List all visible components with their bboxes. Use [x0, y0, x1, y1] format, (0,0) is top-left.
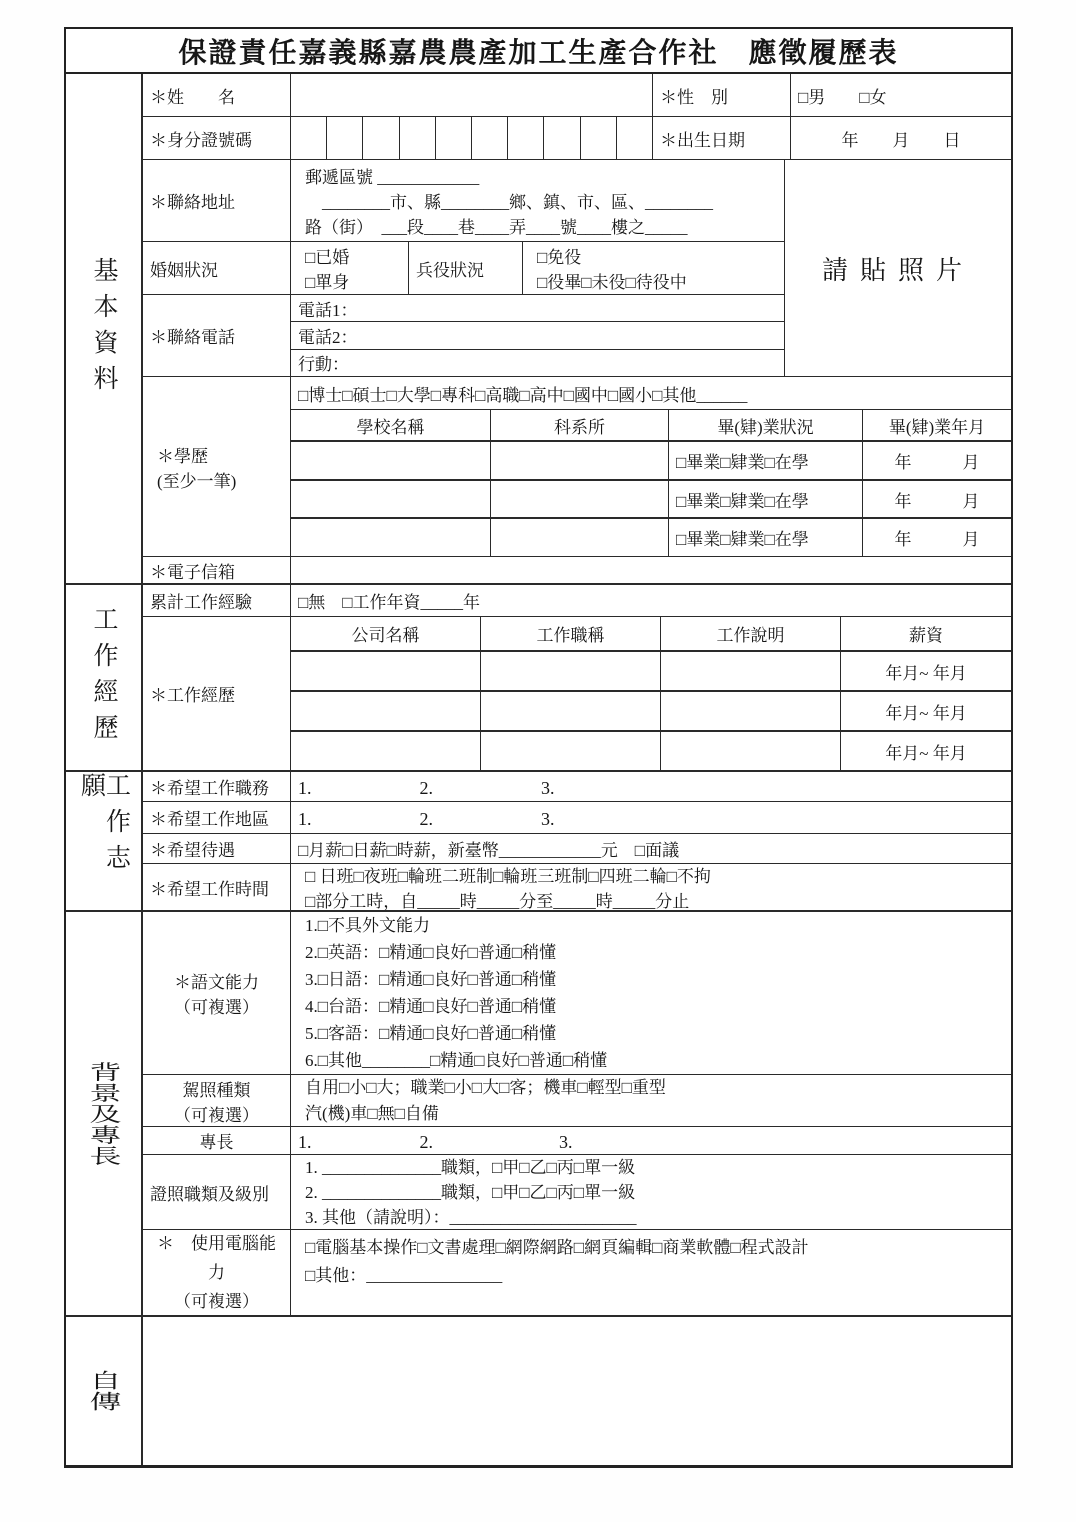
military-label: 兵役狀況 — [409, 242, 523, 294]
specialty-row — [143, 1127, 1011, 1155]
work-description-field — [661, 692, 841, 730]
license-label — [143, 1075, 291, 1126]
desired-time-options — [291, 864, 1011, 910]
language-label-line-2: （可複選） — [174, 998, 259, 1017]
address-label: ＊聯絡地址 — [143, 160, 291, 241]
education-header-school: 學校名稱 — [291, 410, 491, 440]
id-digit-box — [327, 117, 363, 159]
work-history-label: ＊工作經歷 — [143, 617, 291, 770]
marriage-options — [291, 242, 409, 294]
education-status-options: □畢業□肄業□在學 — [669, 519, 863, 556]
phone-field-2 — [291, 322, 784, 349]
name-label: ＊姓 名 — [143, 74, 291, 116]
birth-label: ＊出生日期 — [653, 117, 791, 159]
military-option-line-2: □役畢□未役□待役中 — [537, 273, 687, 292]
work-title-field — [481, 692, 661, 730]
certificate-row — [143, 1155, 1011, 1230]
section-preference-label: 工作志願 — [77, 772, 130, 880]
license-options — [291, 1075, 1011, 1126]
mobile-label: 行動： — [298, 355, 349, 375]
name-row — [143, 74, 1011, 117]
section-autobiography-label-cell — [66, 1317, 143, 1465]
computer-skill-options — [291, 1230, 1011, 1315]
section-background-label-cell — [66, 912, 143, 1315]
language-row — [143, 912, 1011, 1075]
computer-skill-row — [143, 1230, 1011, 1315]
education-header-date: 畢(肄)業年月 — [888, 417, 986, 437]
work-header-company: 公司名稱 — [291, 617, 481, 650]
education-header-status: 畢(肄)業狀況 — [669, 410, 863, 440]
military-option-line-1: □免役 — [537, 248, 582, 267]
education-department-field — [491, 519, 669, 556]
id-digit-box — [400, 117, 436, 159]
work-history-row — [143, 617, 1011, 770]
work-header-title: 工作職稱 — [481, 617, 661, 650]
computer-skill-line-2: □其他：________________ — [305, 1266, 503, 1285]
education-header-department: 科系所 — [491, 410, 669, 440]
language-option-taiwanese: 4.□台語：□精通□良好□普通□稍懂 — [305, 997, 557, 1016]
desired-salary-options: □月薪□日薪□時薪，新臺幣____________元 □面議 — [298, 841, 680, 860]
work-period-field: 年月~ 年月 — [885, 743, 967, 763]
phone-label: ＊聯絡電話 — [143, 295, 291, 376]
degree-options-row — [291, 377, 1011, 410]
phone-field-1 — [291, 295, 784, 322]
computer-skill-label — [143, 1230, 291, 1315]
id-digit-box — [508, 117, 544, 159]
section-basic-label-cell — [66, 74, 143, 583]
id-digit-box — [363, 117, 399, 159]
address-marriage-phone-block — [143, 160, 1011, 377]
specialty-field: 1. 2. 3. — [298, 1131, 573, 1152]
language-label-line-1: ＊語文能力 — [174, 973, 259, 992]
education-row — [143, 377, 1011, 557]
id-digit-box — [472, 117, 508, 159]
language-option-hakka: 5.□客語：□精通□良好□普通□稍懂 — [305, 1024, 557, 1043]
computer-skill-label-line-2: 力 — [208, 1263, 225, 1282]
section-preference — [66, 772, 1011, 912]
address-field — [291, 160, 784, 241]
desired-time-line-1: □ 日班□夜班□輪班二班制□輪班三班制□四班二輪□不拘 — [305, 867, 711, 886]
education-status-options: □畢業□肄業□在學 — [669, 442, 863, 479]
language-option-japanese: 3.□日語：□精通□良好□普通□稍懂 — [305, 970, 557, 989]
address-line-1: 郵遞區號 ____________ — [305, 168, 480, 187]
education-label-line-1: ＊學歷 — [157, 446, 208, 466]
desired-time-row — [143, 864, 1011, 910]
language-option-none: 1.□不具外文能力 — [305, 916, 431, 935]
license-line-2: 汽(機)車□無□自備 — [305, 1103, 439, 1123]
id-digit-box — [436, 117, 472, 159]
birth-value: 年 月 日 — [841, 130, 961, 150]
education-school-field — [291, 519, 491, 556]
desired-area-label: ＊希望工作地區 — [143, 802, 291, 833]
id-digit-boxes — [291, 117, 653, 159]
work-company-field — [291, 652, 481, 690]
work-title-field — [481, 652, 661, 690]
id-digit-box — [291, 117, 327, 159]
marriage-military-row — [143, 242, 784, 295]
work-period-field: 年月~ 年月 — [885, 663, 967, 683]
work-total-label: 累計工作經驗 — [143, 585, 291, 616]
section-work-label-cell — [66, 585, 143, 770]
marriage-option-single: □單身 — [305, 273, 350, 292]
section-autobiography — [66, 1317, 1011, 1465]
resume-form-table — [64, 27, 1013, 1468]
work-data-row — [291, 652, 1011, 692]
work-history-table — [291, 617, 1011, 770]
education-data-row — [291, 442, 1011, 481]
specialty-label: 專長 — [143, 1127, 291, 1154]
education-school-field — [291, 481, 491, 518]
work-company-field — [291, 732, 481, 770]
language-option-other: 6.□其他________□精通□良好□普通□稍懂 — [305, 1051, 608, 1070]
language-option-english: 2.□英語：□精通□良好□普通□稍懂 — [305, 943, 557, 962]
section-background-content — [143, 912, 1011, 1315]
education-label — [143, 377, 291, 556]
address-line-3: 路（街） ___段____巷____弄____號____樓之_____ — [305, 218, 688, 237]
language-label — [143, 912, 291, 1074]
section-preference-content — [143, 772, 1011, 910]
degree-options: □博士□碩士□大學□專科□高職□高中□國中□國小□其他______ — [298, 385, 748, 405]
email-field — [291, 557, 1011, 583]
education-date-field: 年 月 — [894, 452, 980, 472]
phone-field-mobile — [291, 350, 784, 376]
license-line-1: 自用□小□大；職業□小□大□客；機車□輕型□重型 — [305, 1077, 666, 1097]
work-total-options: □無 □工作年資_____年 — [298, 593, 481, 612]
desired-salary-row — [143, 834, 1011, 864]
work-title-field — [481, 732, 661, 770]
certificate-line-1: 1. ______________職類，□甲□乙□丙□單一級 — [305, 1157, 636, 1177]
certificate-line-2: 2. ______________職類，□甲□乙□丙□單一級 — [305, 1182, 636, 1202]
education-data-row — [291, 481, 1011, 520]
autobiography-field — [143, 1317, 1011, 1465]
phone-1-label: 電話1： — [298, 300, 358, 320]
education-status-options: □畢業□肄業□在學 — [669, 481, 863, 518]
work-total-row — [143, 585, 1011, 617]
phone-fields — [291, 295, 784, 376]
section-preference-label-cell — [66, 772, 143, 910]
id-row — [143, 117, 1011, 160]
computer-skill-line-1: □電腦基本操作□文書處理□網際網路□網頁編輯□商業軟體□程式設計 — [305, 1238, 809, 1257]
section-autobiography-label: 自傳 — [85, 1369, 122, 1413]
work-description-field — [661, 652, 841, 690]
education-data-row — [291, 519, 1011, 556]
computer-skill-label-line-1: ＊ 使用電腦能 — [157, 1234, 276, 1253]
desired-time-line-2: □部分工時，自_____時_____分至_____時_____分止 — [305, 892, 690, 910]
mid-left-block — [143, 160, 785, 376]
certificate-fields — [291, 1155, 1011, 1229]
photo-placeholder: 請貼照片 — [821, 255, 974, 285]
id-digit-box — [617, 117, 652, 159]
military-options — [523, 242, 784, 294]
education-table — [291, 377, 1011, 556]
work-header-description: 工作說明 — [661, 617, 841, 650]
address-line-2: ________市、縣________鄉、鎮、市、區、________ — [305, 193, 713, 212]
section-work-content — [143, 585, 1011, 770]
section-background-label: 背景及專長 — [85, 1060, 122, 1167]
certificate-label: 證照職類及級別 — [143, 1155, 291, 1229]
education-label-line-2: (至少一筆) — [157, 471, 237, 491]
name-field — [291, 74, 653, 116]
id-label: ＊身分證號碼 — [143, 117, 291, 159]
education-date-field: 年 月 — [894, 530, 980, 550]
desired-area-row — [143, 802, 1011, 834]
language-options — [291, 912, 1011, 1074]
address-row — [143, 160, 784, 242]
section-background — [66, 912, 1011, 1317]
email-label: ＊電子信箱 — [143, 557, 291, 583]
work-header-row — [291, 617, 1011, 652]
id-digit-box — [581, 117, 617, 159]
certificate-line-3: 3. 其他（請說明）：______________________ — [305, 1207, 637, 1227]
phone-row — [143, 295, 784, 376]
gender-options: □男 □女 — [798, 87, 887, 107]
education-department-field — [491, 442, 669, 479]
work-data-row — [291, 692, 1011, 732]
license-row — [143, 1075, 1011, 1127]
form-title: 保證責任嘉義縣嘉農農產加工生產合作社 應徵履歷表 — [66, 29, 1011, 74]
desired-job-label: ＊希望工作職務 — [143, 772, 291, 801]
section-basic-content — [143, 74, 1011, 583]
desired-salary-label: ＊希望待遇 — [143, 834, 291, 863]
desired-time-label: ＊希望工作時間 — [143, 864, 291, 910]
section-work-label: 工作經歷 — [90, 605, 117, 750]
marriage-label: 婚姻狀況 — [143, 242, 291, 294]
education-date-field: 年 月 — [894, 491, 980, 511]
work-period-field: 年月~ 年月 — [885, 703, 967, 723]
education-school-field — [291, 442, 491, 479]
phone-2-label: 電話2： — [298, 327, 358, 347]
license-label-line-1: 駕照種類 — [182, 1080, 251, 1100]
id-digit-box — [544, 117, 580, 159]
desired-area-field: 1. 2. 3. — [298, 808, 555, 829]
section-work-experience — [66, 585, 1011, 772]
email-row — [143, 557, 1011, 583]
work-header-salary: 薪資 — [909, 626, 943, 645]
education-department-field — [491, 481, 669, 518]
section-basic-label: 基本資料 — [90, 256, 117, 401]
license-label-line-2: （可複選） — [174, 1105, 259, 1125]
desired-job-field: 1. 2. 3. — [298, 777, 555, 798]
work-company-field — [291, 692, 481, 730]
desired-job-row — [143, 772, 1011, 802]
work-data-row — [291, 732, 1011, 770]
gender-label: ＊性 別 — [653, 74, 791, 116]
work-description-field — [661, 732, 841, 770]
education-header-row — [291, 410, 1011, 442]
section-basic — [66, 74, 1011, 585]
computer-skill-label-line-3: （可複選） — [174, 1292, 259, 1311]
marriage-option-married: □已婚 — [305, 248, 350, 267]
